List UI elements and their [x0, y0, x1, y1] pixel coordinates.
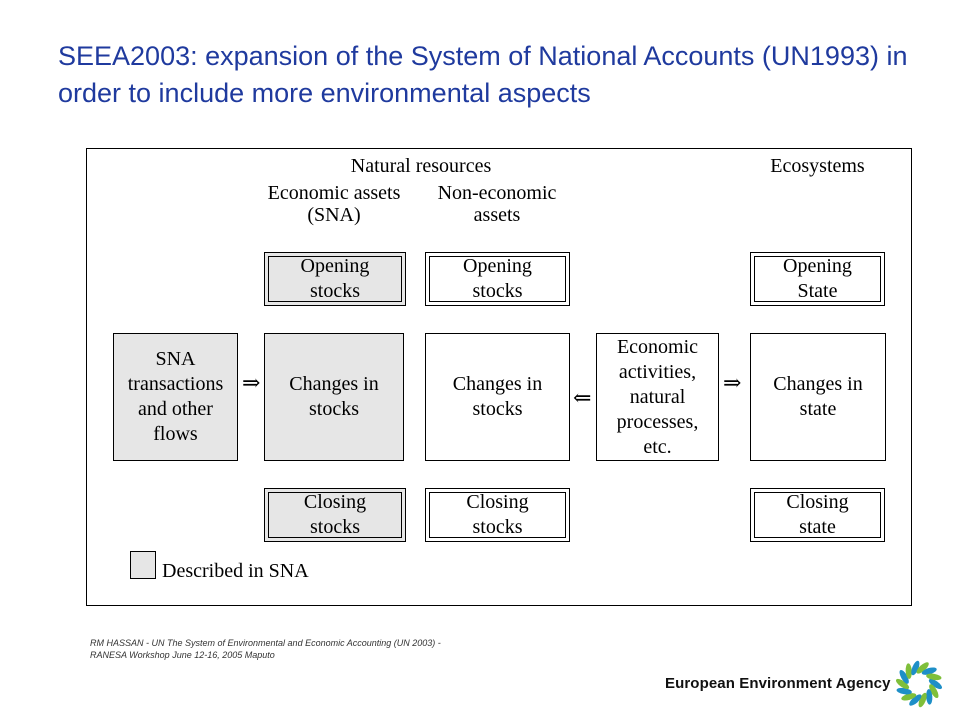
legend-swatch [130, 551, 156, 579]
header-economic-assets: Economic assets (SNA) [267, 182, 401, 226]
arrow-to-economic-changes: ⇒ [242, 370, 261, 395]
ecosystem-opening-state-box [750, 252, 885, 306]
non-economic-changes-in-stocks-box [425, 333, 570, 461]
box-label: Changes in state [773, 373, 863, 420]
non-economic-opening-stocks-box [425, 252, 570, 306]
ecosystem-changes-in-state-box [750, 333, 886, 461]
header-non-economic-assets: Non-economic assets [437, 182, 557, 226]
box-label: Closing stocks [303, 491, 367, 538]
footer-citation [90, 637, 550, 661]
box-label: Closing stocks [466, 491, 529, 538]
footer-line-2: RANESA Workshop June 12-16, 2005 Maputo [90, 650, 275, 660]
legend-label: Described in SNA [162, 560, 309, 582]
economic-closing-stocks-box [264, 488, 406, 542]
eea-brand-name: European Environment Agency [665, 675, 891, 692]
box-label: Opening stocks [300, 255, 370, 302]
header-natural-resources: Natural resources [350, 155, 492, 177]
footer-line-1: RM HASSAN - UN The System of Environmental and Economic Accounting (UN 2003) - [90, 638, 441, 648]
arrow-to-ecosystem-changes: ⇒ [723, 370, 742, 395]
slide-title: SEEA2003: expansion of the System of National Accounts (UN1993) in order to include more environmental aspects [58, 41, 908, 108]
box-label: Changes in stocks [452, 373, 543, 420]
box-label: SNA transactions and other flows [127, 348, 224, 445]
box-label: Closing state [786, 491, 849, 538]
eea-logo-icon [890, 655, 948, 713]
economic-changes-in-stocks-box [264, 333, 404, 461]
sna-transactions-box [113, 333, 238, 461]
box-label: Economic activities, natural processes, etc. [616, 335, 699, 458]
header-ecosystems: Ecosystems [770, 155, 865, 177]
non-economic-closing-stocks-box [425, 488, 570, 542]
arrow-to-non-economic-changes: ⇐ [573, 385, 592, 410]
economic-opening-stocks-box [264, 252, 406, 306]
economic-activities-box [596, 333, 719, 461]
box-label: Opening State [783, 255, 852, 302]
box-label: Opening stocks [463, 255, 532, 302]
box-label: Changes in stocks [289, 373, 379, 420]
logo-center [912, 677, 926, 691]
ecosystem-closing-state-box [750, 488, 885, 542]
